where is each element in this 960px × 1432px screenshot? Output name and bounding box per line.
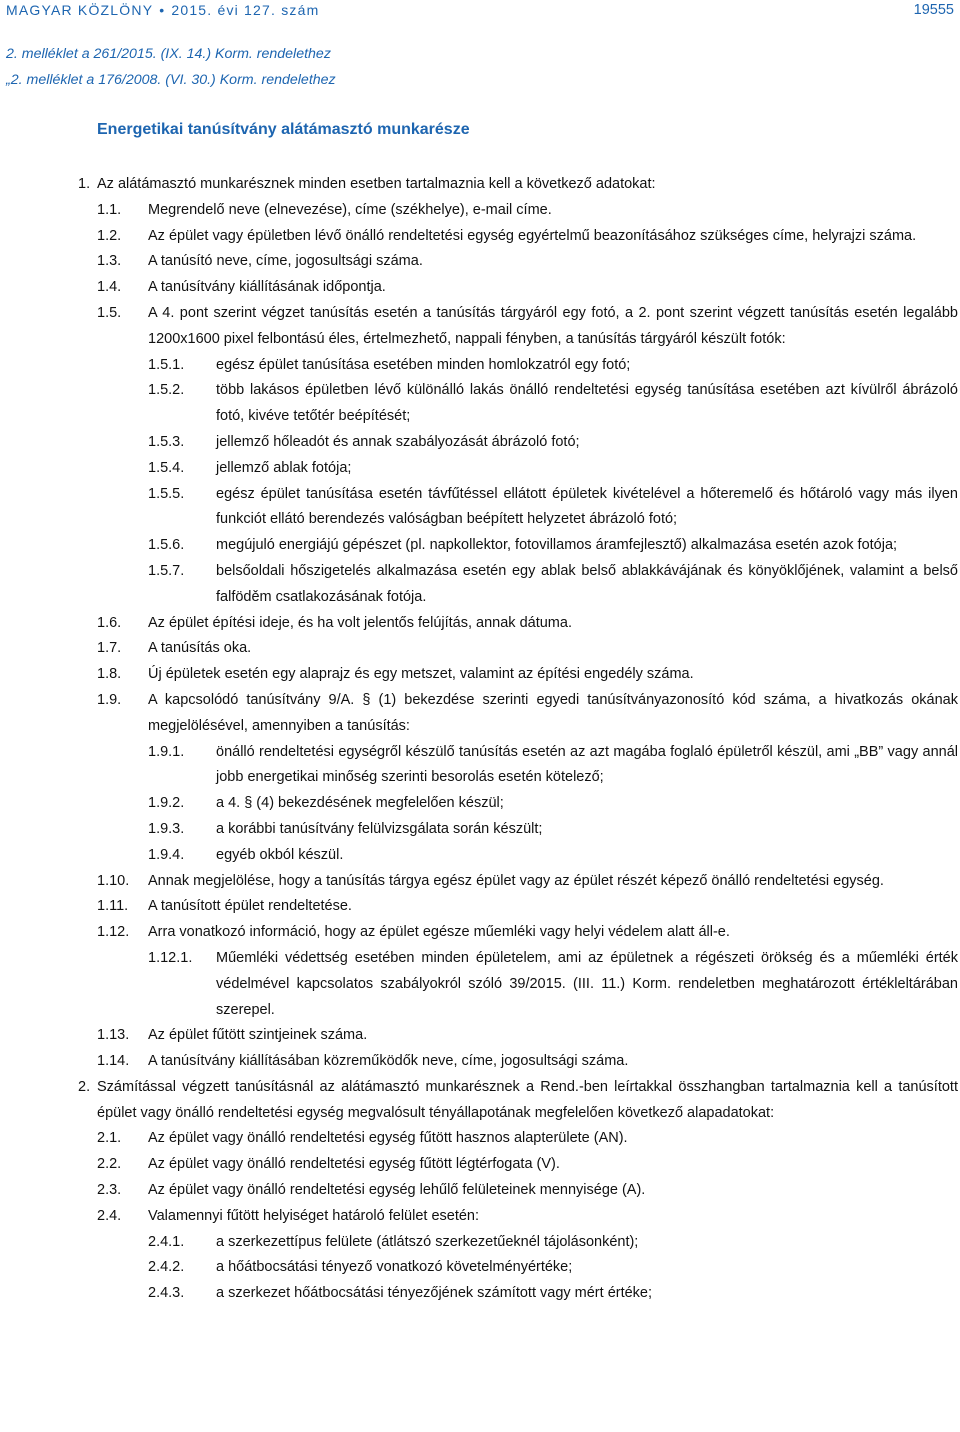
item-number: 2.2. xyxy=(97,1156,122,1173)
item-number: 1.13. xyxy=(97,1027,130,1044)
list-item xyxy=(0,224,960,250)
item-number: 1.5.2. xyxy=(148,382,185,399)
list-item xyxy=(0,353,960,379)
item-number: 1.8. xyxy=(97,666,122,683)
list-item xyxy=(0,662,960,688)
list-item xyxy=(0,1255,960,1281)
list-item xyxy=(0,172,960,198)
item-number: 1.9.2. xyxy=(148,795,185,812)
item-number: 1.10. xyxy=(97,872,130,889)
item-text: A tanúsító neve, címe, jogosultsági száma. xyxy=(148,253,423,270)
list-item xyxy=(0,636,960,662)
item-text: egész épület tanúsítása esetében minden homlokzatról egy fotó; xyxy=(216,356,631,373)
document-title: Energetikai tanúsítvány alátámasztó munkarésze xyxy=(97,121,470,138)
separator-dot: • xyxy=(159,2,166,18)
item-text: A tanúsítás oka. xyxy=(148,640,252,657)
item-number: 2.3. xyxy=(97,1182,122,1199)
item-text: a korábbi tanúsítvány felülvizsgálata során készült; xyxy=(216,820,543,837)
list-item xyxy=(0,688,960,740)
item-text: Műemléki védettség esetében minden épületelem, ami az épületnek a régészeti örökség és a műemléki érték védelmével kapcsolatos szabályokról szóló 39/2015. (III. 11.) Korm. rendeletben meghatározott értékleltárában szerepel. xyxy=(216,949,958,1018)
list-item xyxy=(0,1075,960,1127)
item-text: a szerkezettípus felülete (átlátszó szerkezetűeknél tájolásonként); xyxy=(216,1233,639,1250)
document-body xyxy=(0,172,960,1307)
item-number: 1.9. xyxy=(97,691,122,708)
item-text: Az épület vagy önálló rendeltetési egység fűtött légtérfogata (V). xyxy=(148,1156,560,1173)
list-item xyxy=(0,533,960,559)
list-item xyxy=(0,920,960,946)
item-text: A 4. pont szerint végzet tanúsítás esetén a tanúsítás tárgyáról egy fotó, a 2. pont szerint végzett tanúsítás esetén legalább 1200x1600 pixel felbontású éles, értelmezhető, nappali fényben, a tanúsítás tárgyáról készült fotók: xyxy=(148,304,958,347)
issue-label: 2015. évi 127. szám xyxy=(171,2,320,18)
item-number: 1.11. xyxy=(97,898,129,915)
item-number: 1.5.7. xyxy=(148,562,185,579)
item-number: 1.5.4. xyxy=(148,459,185,476)
list-item xyxy=(0,894,960,920)
item-text: Az épület vagy önálló rendeltetési egység fűtött hasznos alapterülete (AN). xyxy=(148,1130,628,1147)
list-item xyxy=(0,559,960,611)
list-item xyxy=(0,1204,960,1230)
item-number: 1.5. xyxy=(97,304,122,321)
list-item xyxy=(0,740,960,792)
item-number: 1.14. xyxy=(97,1053,130,1070)
item-number: 1.2. xyxy=(97,227,122,244)
list-item xyxy=(0,482,960,534)
list-item xyxy=(0,430,960,456)
item-number: 1.5.1. xyxy=(148,356,185,373)
item-text: A tanúsítvány kiállításának időpontja. xyxy=(148,279,386,296)
journal-name: MAGYAR KÖZLÖNY xyxy=(6,2,154,18)
item-number: 1.12.1. xyxy=(148,949,193,966)
list-item xyxy=(0,946,960,1023)
item-text: Az alátámasztó munkarésznek minden esetben tartalmaznia kell a következő adatokat: xyxy=(97,176,656,192)
item-text: Megrendelő neve (elnevezése), címe (székhelye), e-mail címe. xyxy=(148,201,552,218)
item-number: 1.4. xyxy=(97,279,122,296)
item-text: A tanúsított épület rendeltetése. xyxy=(148,898,352,915)
item-text: a hőátbocsátási tényező vonatkozó követelményértéke; xyxy=(216,1259,573,1276)
item-text: Az épület fűtött szintjeinek száma. xyxy=(148,1027,368,1044)
list-item xyxy=(0,301,960,353)
item-text: a 4. § (4) bekezdésének megfelelően készül; xyxy=(216,795,504,812)
item-text: Új épületek esetén egy alaprajz és egy metszet, valamint az építési engedély száma. xyxy=(148,666,694,683)
item-text: egész épület tanúsítása esetén távfűtéssel ellátott épületek kivételével a hőteremelő és hőtároló vagy más ilyen funkciót ellátó berendezés valóságban beépített helyzetet ábrázoló fotó; xyxy=(216,485,958,528)
journal-header xyxy=(6,2,319,18)
item-number: 1.9.3. xyxy=(148,820,185,837)
item-number: 2.4.2. xyxy=(148,1259,185,1276)
item-text: egyéb okból készül. xyxy=(216,846,344,863)
page-number: 19555 xyxy=(913,2,954,18)
list-item xyxy=(0,1178,960,1204)
item-text: Számítással végzett tanúsításnál az alátámasztó munkarésznek a Rend.-ben leírtakkal összhangban tartalmaznia kell a tanúsított épület vagy önálló rendeltetési egység megvalósult tényállapotának megfelelően következő alapadatokat: xyxy=(97,1078,958,1121)
list-item xyxy=(0,817,960,843)
annex-line-1: 2. melléklet a 261/2015. (IX. 14.) Korm. rendelethez xyxy=(6,46,331,62)
item-text: A kapcsolódó tanúsítvány 9/A. § (1) bekezdése szerinti egyedi tanúsítványazonosító kód száma, a hivatkozás okának megjelölésével, amennyiben a tanúsítás: xyxy=(148,691,958,734)
item-number: 2.4.1. xyxy=(148,1233,185,1250)
item-text: Valamennyi fűtött helyiséget határoló felület esetén: xyxy=(148,1207,480,1224)
list-item xyxy=(0,1049,960,1075)
item-text: önálló rendeltetési egységről készülő tanúsítás esetén az azt magába foglaló épületről készül, ami „BB” vagy annál jobb energetikai minőség szerinti besorolás esetén kötelező; xyxy=(216,743,958,786)
page-header xyxy=(0,0,960,30)
list-item xyxy=(0,869,960,895)
item-number: 1.9.4. xyxy=(148,846,185,863)
list-item xyxy=(0,791,960,817)
item-text: több lakásos épületben lévő különálló lakás önálló rendeltetési egység tanúsítása esetében azt kívülről ábrázoló fotó, kivéve tetőtér beépítését; xyxy=(216,382,958,425)
item-number: 2.1. xyxy=(97,1130,122,1147)
item-number: 1.6. xyxy=(97,614,122,631)
item-number: 1.5.3. xyxy=(148,433,185,450)
item-text: belsőoldali hőszigetelés alkalmazása esetén egy ablak belső ablakkávájának és könyöklőjének, valamint a belső falföděm csatlakozásának fotója. xyxy=(216,562,958,605)
item-text: Arra vonatkozó információ, hogy az épület egésze műemléki vagy helyi védelem alatt áll-e. xyxy=(148,924,730,941)
item-number: 1.5.6. xyxy=(148,537,185,554)
annex-line-2: „2. melléklet a 176/2008. (VI. 30.) Korm. rendelethez xyxy=(6,72,336,88)
item-text: a szerkezet hőátbocsátási tényezőjének számított vagy mért értéke; xyxy=(216,1285,653,1302)
item-text: Annak megjelölése, hogy a tanúsítás tárgya egész épület vagy az épület részét képező önálló rendeltetési egység. xyxy=(148,872,884,889)
list-item xyxy=(0,843,960,869)
item-number: 1.9.1. xyxy=(148,743,185,760)
list-item xyxy=(0,1126,960,1152)
item-text: A tanúsítvány kiállításában közreműködők neve, címe, jogosultsági száma. xyxy=(148,1053,629,1070)
list-item xyxy=(0,1023,960,1049)
item-number: 2. xyxy=(78,1078,91,1095)
item-number: 1.5.5. xyxy=(148,485,185,502)
item-number: 2.4. xyxy=(97,1207,122,1224)
item-number: 1.7. xyxy=(97,640,122,657)
item-text: jellemző ablak fotója; xyxy=(216,459,352,476)
item-text: Az épület vagy épületben lévő önálló rendeltetési egység egyértelmű beazonításához szükséges címe, helyrajzi száma. xyxy=(148,227,917,244)
list-item xyxy=(0,275,960,301)
item-text: Az épület építési ideje, és ha volt jelentős felújítás, annak dátuma. xyxy=(148,614,572,631)
list-item xyxy=(0,1281,960,1307)
list-item xyxy=(0,378,960,430)
item-number: 2.4.3. xyxy=(148,1285,185,1302)
list-item xyxy=(0,611,960,637)
list-item xyxy=(0,1230,960,1256)
item-number: 1.1. xyxy=(97,201,122,218)
item-number: 1.3. xyxy=(97,253,122,270)
item-text: Az épület vagy önálló rendeltetési egység lehűlő felületeinek mennyisége (A). xyxy=(148,1182,646,1199)
list-item xyxy=(0,456,960,482)
item-number: 1.12. xyxy=(97,924,130,941)
list-item xyxy=(0,249,960,275)
item-text: megújuló energiájú gépészet (pl. napkollektor, fotovillamos áramfejlesztő) alkalmazása esetén azok fotója; xyxy=(216,537,898,554)
list-item xyxy=(0,1152,960,1178)
list-item xyxy=(0,198,960,224)
item-text: jellemző hőleadót és annak szabályozását ábrázoló fotó; xyxy=(216,433,580,450)
item-number: 1. xyxy=(78,176,91,192)
